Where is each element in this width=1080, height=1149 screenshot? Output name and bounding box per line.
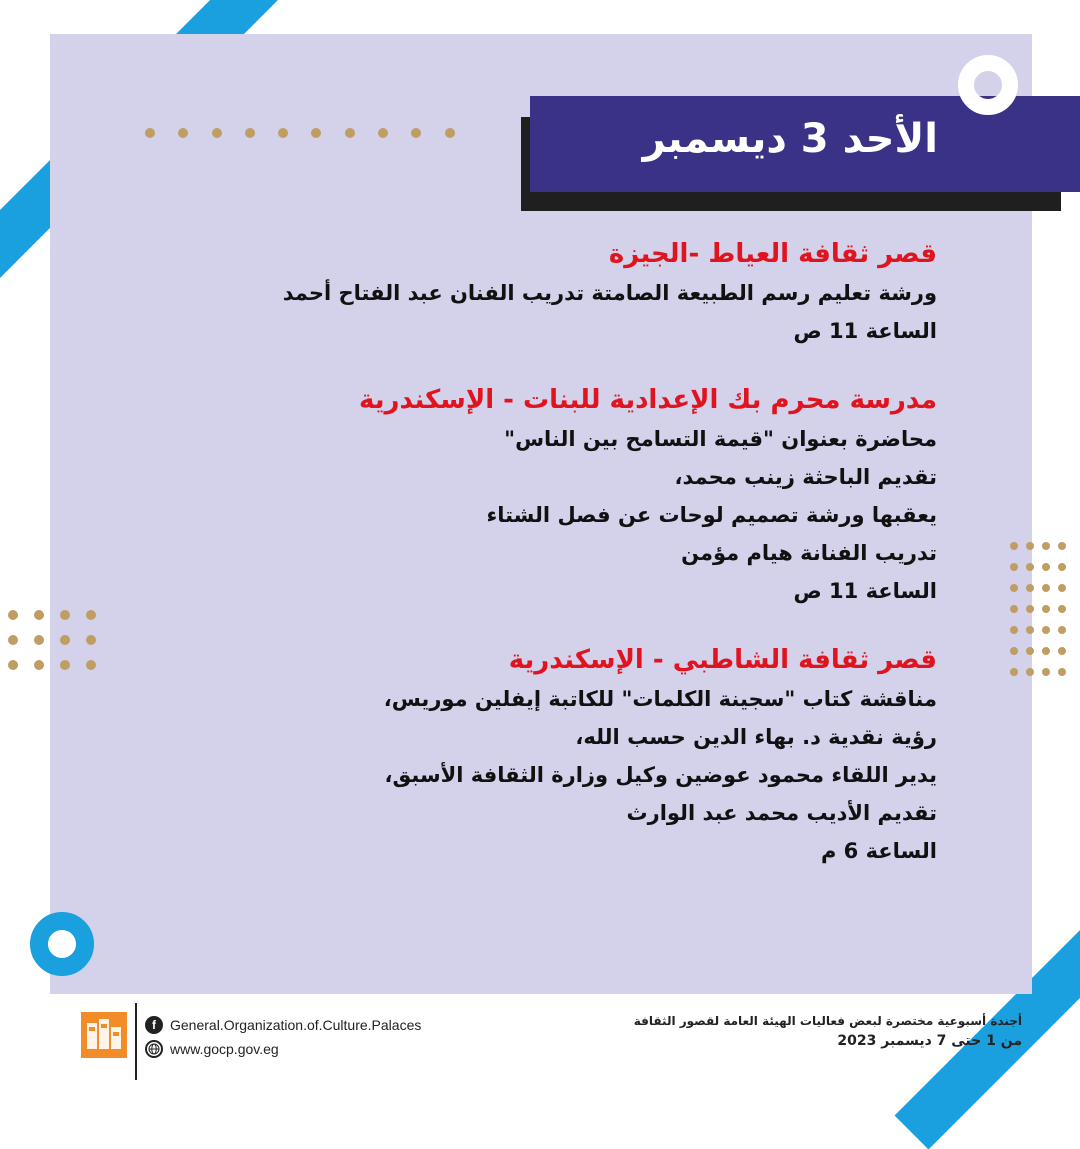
website-url: www.gocp.gov.eg (170, 1041, 279, 1057)
event-line: تدريب الفنانة هيام مؤمن (681, 541, 937, 565)
event-venue: قصر ثقافة العياط -الجيزة (608, 239, 937, 269)
right-dots (1010, 542, 1066, 676)
event-item (97, 380, 937, 610)
agenda-line-2: من 1 حتى 7 ديسمبر 2023 (837, 1033, 1022, 1049)
event-line: مناقشة كتاب "سجينة الكلمات" للكاتبة إيفلين موريس، (383, 687, 937, 711)
left-dots (8, 610, 96, 670)
agenda-line-1: أجندة أسبوعية مختصرة لبعض فعاليات الهيئة العامة لقصور الثقافة (633, 1014, 1022, 1028)
event-line: تقديم الباحثة زينب محمد، (674, 465, 937, 489)
page-title: الأحد 3 ديسمبر (642, 116, 938, 162)
event-venue: مدرسة محرم بك الإعدادية للبنات - الإسكندرية (359, 385, 937, 415)
event-list (97, 234, 937, 900)
event-line: يعقبها ورشة تصميم لوحات عن فصل الشتاء (486, 503, 937, 527)
event-line: تقديم الأديب محمد عبد الوارث (626, 801, 937, 825)
footer-divider (135, 1003, 137, 1080)
facebook-handle: General.Organization.of.Culture.Palaces (170, 1017, 422, 1033)
top-right-ring-icon (958, 55, 1018, 115)
event-line: محاضرة بعنوان "قيمة التسامح بين الناس" (504, 427, 937, 451)
facebook-link[interactable] (145, 1016, 421, 1034)
agenda-caption (634, 1012, 1022, 1052)
event-item (97, 234, 937, 350)
website-link[interactable] (145, 1040, 279, 1058)
event-item (97, 640, 937, 870)
top-dots (145, 128, 455, 138)
event-venue: قصر ثقافة الشاطبي - الإسكندرية (508, 645, 937, 675)
event-time: الساعة 11 ص (793, 579, 937, 603)
event-time: الساعة 11 ص (793, 319, 937, 343)
event-time: الساعة 6 م (820, 839, 937, 863)
facebook-icon: f (145, 1016, 163, 1034)
globe-icon (145, 1040, 163, 1058)
gocp-logo (81, 1012, 127, 1058)
event-line: رؤية نقدية د. بهاء الدين حسب الله، (575, 725, 937, 749)
event-line: يدير اللقاء محمود عوضين وكيل وزارة الثقافة الأسبق، (384, 763, 937, 787)
bottom-left-ring-icon (30, 912, 94, 976)
event-line: ورشة تعليم رسم الطبيعة الصامتة تدريب الفنان عبد الفتاح أحمد (282, 281, 937, 305)
